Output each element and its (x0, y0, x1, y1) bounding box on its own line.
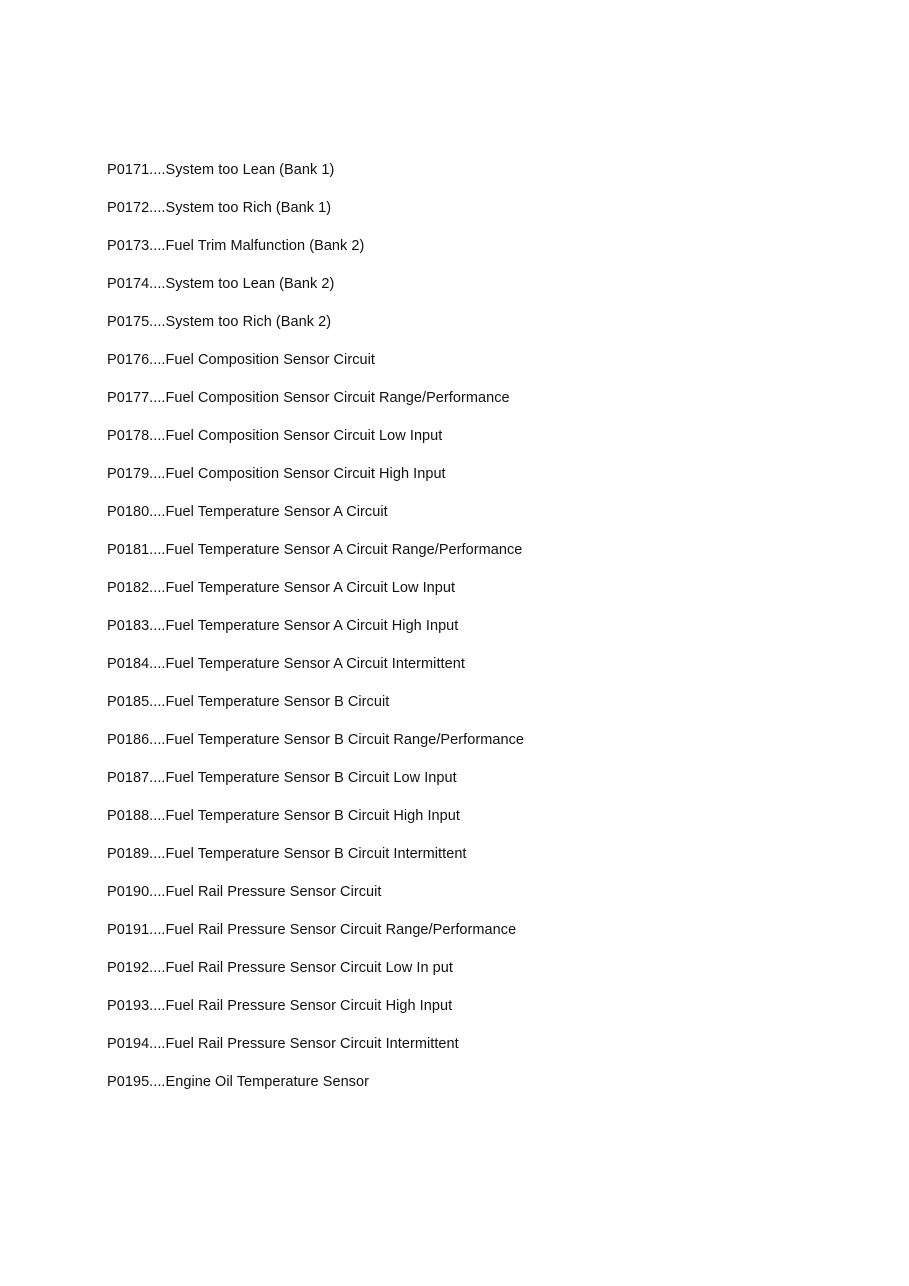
code-entry-text: P0173....Fuel Trim Malfunction (Bank 2) (107, 238, 365, 254)
list-item (107, 616, 524, 654)
list-item (107, 236, 524, 274)
list-item (107, 806, 524, 844)
list-item (107, 578, 524, 616)
code-entry-text: P0190....Fuel Rail Pressure Sensor Circuit (107, 884, 382, 900)
code-entry-text: P0180....Fuel Temperature Sensor A Circuit (107, 504, 388, 520)
list-item (107, 274, 524, 312)
code-entry-text: P0189....Fuel Temperature Sensor B Circuit Intermittent (107, 846, 467, 862)
code-entry-text: P0172....System too Rich (Bank 1) (107, 200, 332, 216)
code-entry-text: P0188....Fuel Temperature Sensor B Circuit High Input (107, 808, 460, 824)
code-entry-text: P0191....Fuel Rail Pressure Sensor Circuit Range/Performance (107, 922, 517, 938)
list-item (107, 198, 524, 236)
code-entry-text: P0193....Fuel Rail Pressure Sensor Circuit High Input (107, 998, 453, 1014)
code-entry-text: P0187....Fuel Temperature Sensor B Circuit Low Input (107, 770, 457, 786)
list-item (107, 768, 524, 806)
code-entry-text: P0194....Fuel Rail Pressure Sensor Circuit Intermittent (107, 1036, 459, 1052)
list-item (107, 654, 524, 692)
code-entry-text: P0176....Fuel Composition Sensor Circuit (107, 352, 375, 368)
code-entry-text: P0174....System too Lean (Bank 2) (107, 276, 335, 292)
list-item (107, 920, 524, 958)
list-item (107, 426, 524, 464)
code-entry-text: P0171....System too Lean (Bank 1) (107, 162, 335, 178)
code-entry-text: P0184....Fuel Temperature Sensor A Circuit Intermittent (107, 656, 465, 672)
list-item (107, 540, 524, 578)
list-item (107, 1034, 524, 1072)
code-entry-text: P0175....System too Rich (Bank 2) (107, 314, 332, 330)
list-item (107, 730, 524, 768)
diagnostic-code-list (107, 160, 524, 1110)
code-entry-text: P0182....Fuel Temperature Sensor A Circuit Low Input (107, 580, 456, 596)
list-item (107, 958, 524, 996)
code-entry-text: P0185....Fuel Temperature Sensor B Circuit (107, 694, 390, 710)
list-item (107, 464, 524, 502)
code-entry-text: P0183....Fuel Temperature Sensor A Circuit High Input (107, 618, 459, 634)
list-item (107, 692, 524, 730)
list-item (107, 160, 524, 198)
list-item (107, 1072, 524, 1110)
code-entry-text: P0177....Fuel Composition Sensor Circuit Range/Performance (107, 390, 510, 406)
list-item (107, 350, 524, 388)
list-item (107, 844, 524, 882)
list-item (107, 312, 524, 350)
code-entry-text: P0192....Fuel Rail Pressure Sensor Circuit Low In put (107, 960, 453, 976)
code-entry-text: P0195....Engine Oil Temperature Sensor (107, 1074, 369, 1090)
code-entry-text: P0186....Fuel Temperature Sensor B Circuit Range/Performance (107, 732, 524, 748)
code-entry-text: P0178....Fuel Composition Sensor Circuit Low Input (107, 428, 443, 444)
list-item (107, 882, 524, 920)
list-item (107, 996, 524, 1034)
code-entry-text: P0179....Fuel Composition Sensor Circuit High Input (107, 466, 446, 482)
list-item (107, 388, 524, 426)
code-entry-text: P0181....Fuel Temperature Sensor A Circuit Range/Performance (107, 542, 523, 558)
list-item (107, 502, 524, 540)
